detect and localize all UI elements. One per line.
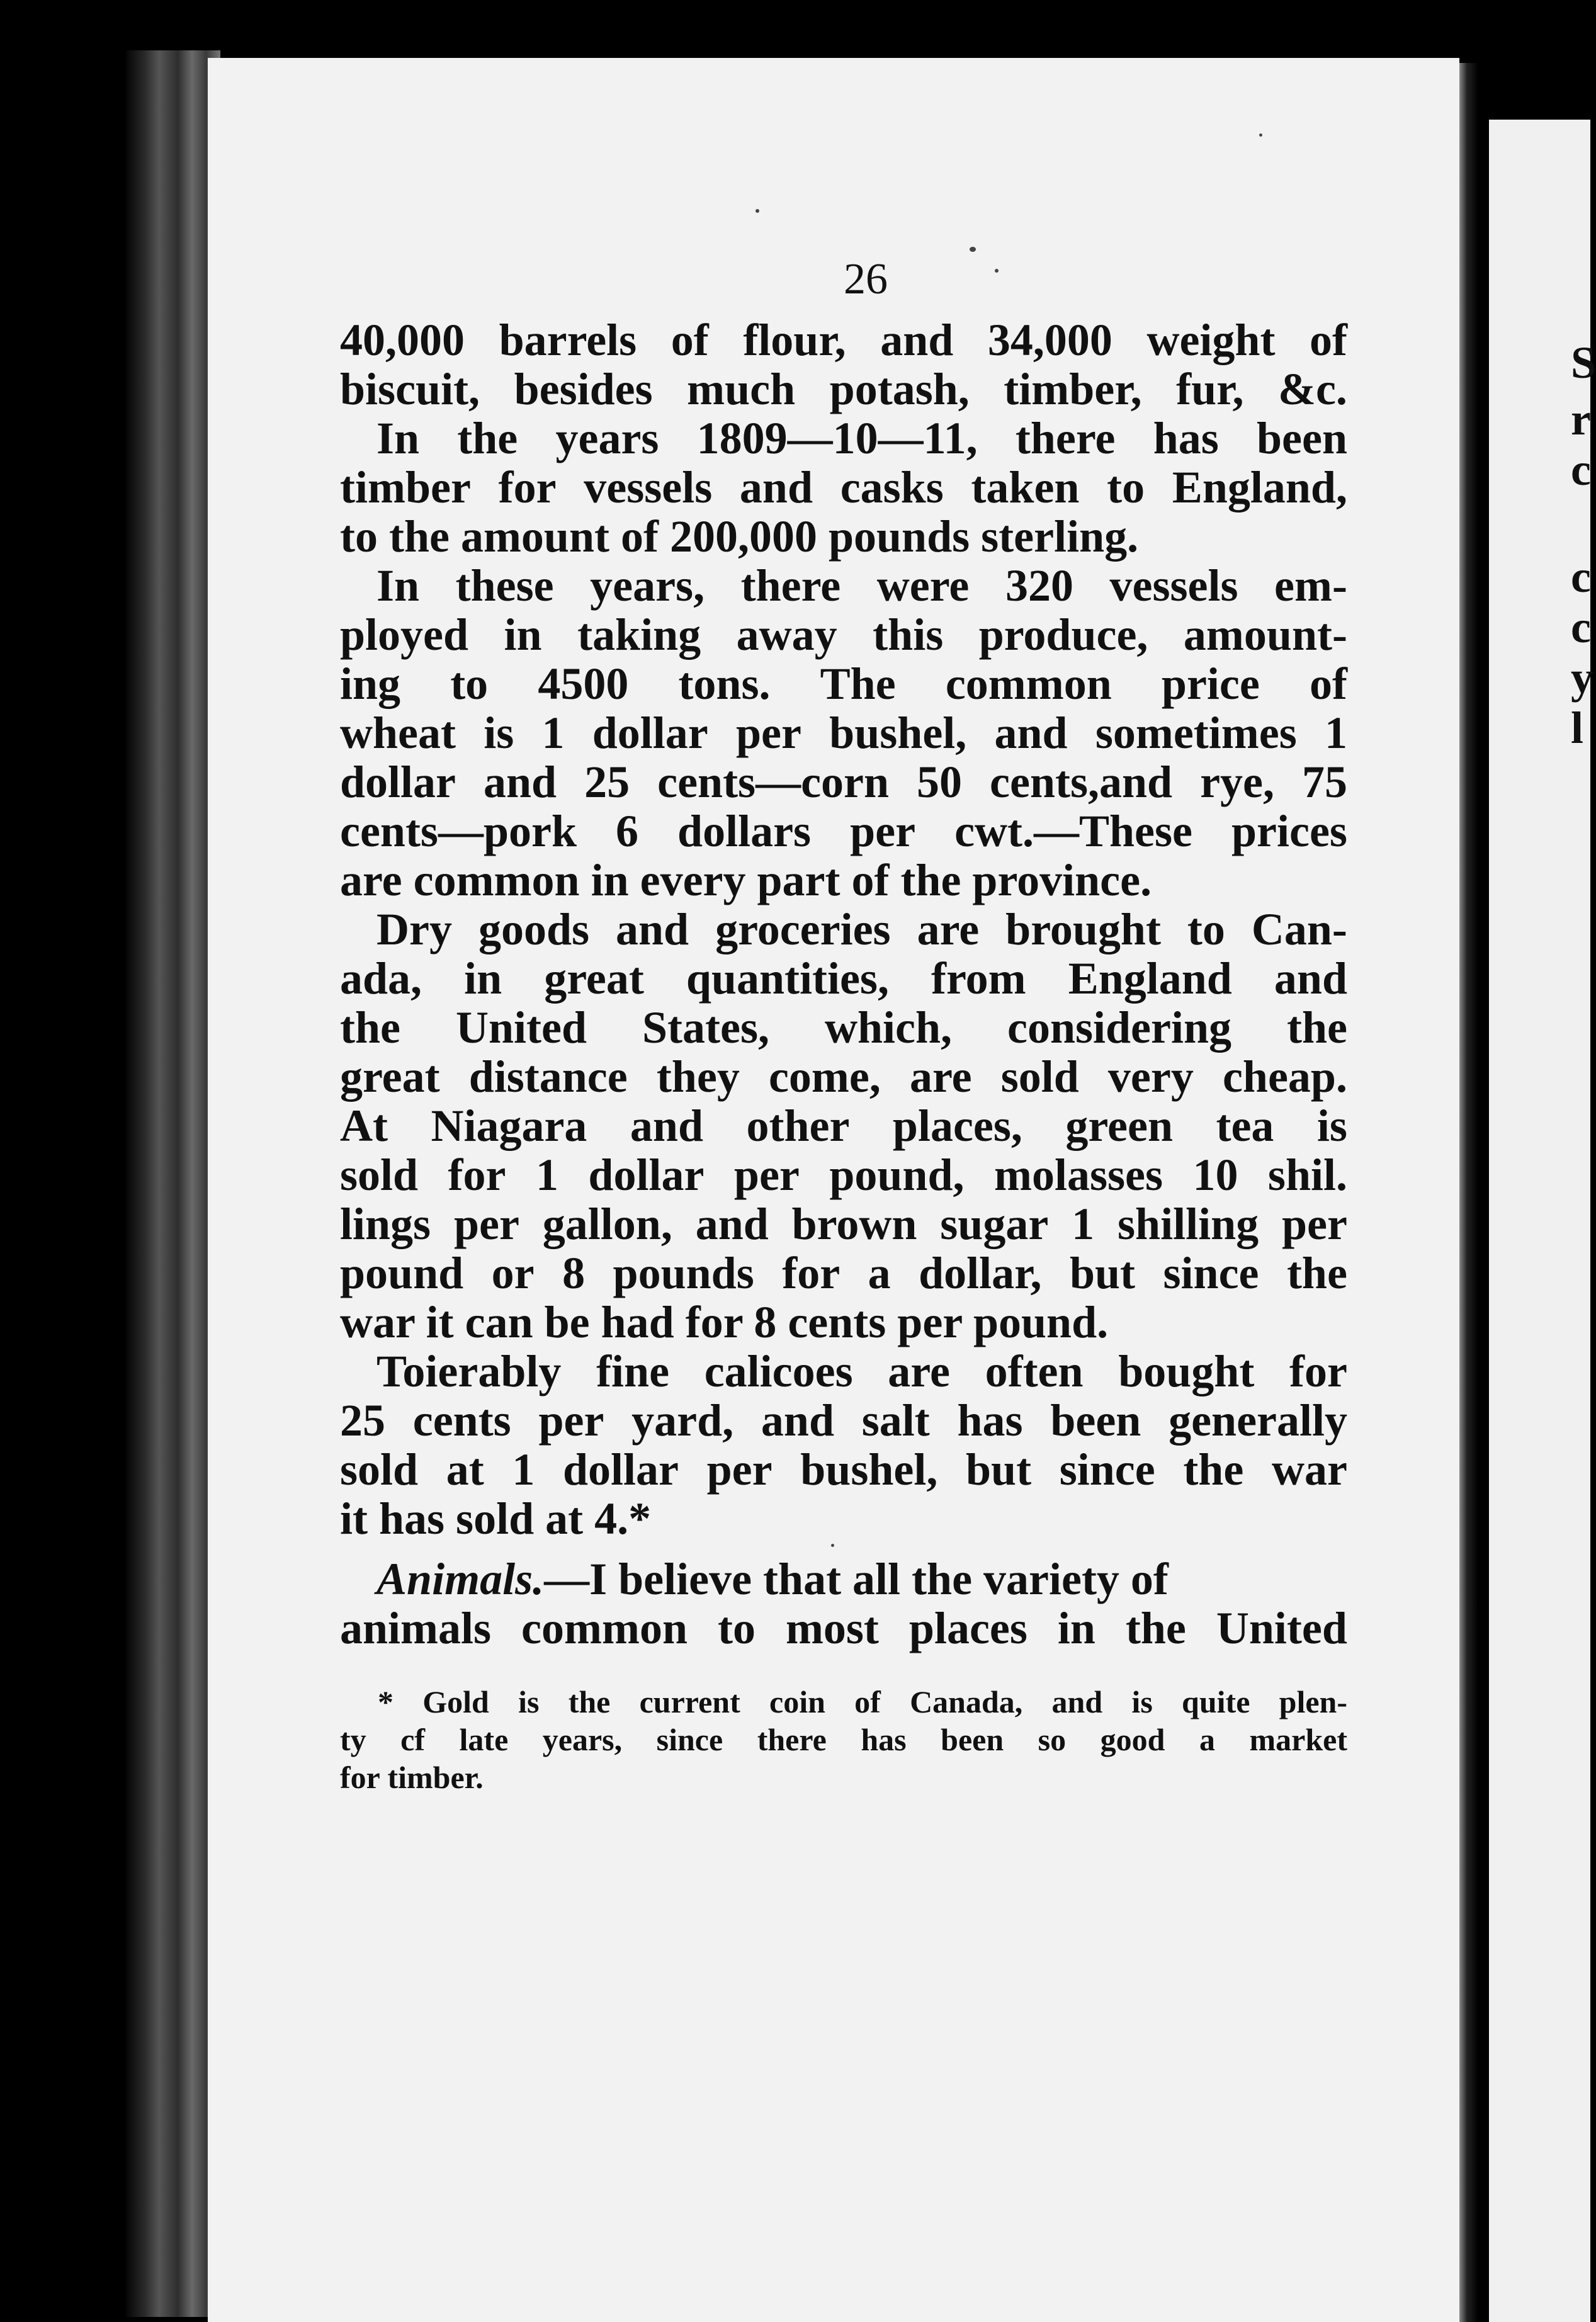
- word: the: [457, 413, 518, 463]
- text-line: [340, 366, 1347, 412]
- word: pounds: [613, 1248, 754, 1298]
- word: common: [945, 659, 1112, 709]
- text-line: [340, 1152, 1347, 1198]
- text-line: [340, 659, 1347, 709]
- word: besides: [514, 364, 653, 414]
- word: in: [464, 953, 502, 1004]
- text-line: [340, 560, 1347, 611]
- word: for: [782, 1248, 840, 1298]
- word: since: [656, 1722, 723, 1757]
- word: is: [1316, 1101, 1347, 1151]
- word: Toierably: [376, 1346, 562, 1396]
- word: there: [757, 1722, 827, 1757]
- word: much: [687, 364, 796, 414]
- word: for: [448, 1150, 506, 1200]
- word: 1809—10—11,: [696, 413, 978, 463]
- word: Canada,: [910, 1684, 1023, 1719]
- word: biscuit,: [340, 364, 480, 414]
- word: pound,: [829, 1150, 965, 1200]
- text-line: [340, 1201, 1347, 1247]
- animals-heading: Animals.: [376, 1554, 545, 1604]
- word: are: [917, 904, 980, 954]
- word: of: [1309, 659, 1347, 709]
- text-line: [340, 759, 1347, 805]
- word: in: [504, 609, 542, 660]
- word: pound: [340, 1248, 464, 1298]
- word: dollar,: [919, 1248, 1042, 1298]
- word: 1: [535, 1150, 558, 1200]
- word: and: [1051, 1684, 1103, 1719]
- text-line: [340, 1051, 1347, 1102]
- word: In: [376, 560, 420, 611]
- word: amount-: [1183, 609, 1347, 660]
- word: sugar: [940, 1199, 1049, 1249]
- word: 1: [541, 708, 565, 758]
- text-line: [340, 317, 1347, 363]
- word: great: [544, 953, 644, 1004]
- word: the: [1287, 1002, 1347, 1053]
- word: vessels: [584, 462, 713, 513]
- word: been: [941, 1722, 1004, 1757]
- word: barrels: [499, 315, 637, 365]
- word: dollar: [592, 708, 708, 758]
- word: and: [484, 757, 557, 807]
- word: or: [491, 1248, 535, 1298]
- word: vessels: [1109, 560, 1238, 611]
- word: Gold: [422, 1684, 489, 1719]
- word: of: [671, 315, 709, 365]
- book-spine: [126, 50, 220, 2317]
- footnote-line: [340, 1724, 1347, 1755]
- word: there: [740, 560, 841, 611]
- word: and: [739, 462, 813, 513]
- word: of: [854, 1684, 881, 1719]
- word: taking: [577, 609, 701, 660]
- word: gallon,: [542, 1199, 672, 1249]
- word: quantities,: [686, 953, 889, 1004]
- word: which,: [824, 1002, 952, 1053]
- text-line: [340, 1444, 1347, 1495]
- facing-page-fragment: c: [1571, 445, 1591, 495]
- word: is: [518, 1684, 540, 1719]
- scan-speck: [970, 247, 976, 252]
- word: cents,and: [990, 757, 1173, 807]
- page-number: 26: [844, 255, 888, 303]
- word: United: [1216, 1603, 1347, 1653]
- word: *: [378, 1684, 393, 1719]
- word: United: [455, 1002, 587, 1053]
- word: 320: [1005, 560, 1073, 611]
- text-line: [340, 808, 1347, 854]
- word: 1: [512, 1444, 535, 1495]
- word: a: [1199, 1722, 1215, 1757]
- word: ployed: [340, 609, 469, 660]
- word: has: [1153, 413, 1219, 463]
- facing-page-fragment: y: [1571, 652, 1593, 703]
- text-line: [340, 1346, 1347, 1396]
- word: current: [639, 1684, 740, 1719]
- word: ada,: [340, 953, 422, 1004]
- word: years: [555, 413, 659, 463]
- word: yard,: [631, 1395, 734, 1446]
- word: the: [1125, 1603, 1186, 1653]
- text-line: [340, 1603, 1347, 1653]
- text-line: it has sold at 4.*: [340, 1493, 652, 1544]
- word: &c.: [1278, 364, 1347, 414]
- word: to: [1107, 462, 1145, 513]
- word: 1: [1072, 1199, 1095, 1249]
- word: are: [909, 1051, 972, 1102]
- word: away: [736, 609, 837, 660]
- word: shil.: [1267, 1150, 1347, 1200]
- word: places: [908, 1603, 1027, 1653]
- word: 50: [917, 757, 963, 807]
- word: years,: [590, 560, 705, 611]
- word: other: [746, 1101, 850, 1151]
- facing-page-fragment: c: [1571, 602, 1591, 652]
- scan-speck: [1259, 133, 1262, 137]
- word: the: [568, 1684, 611, 1719]
- footnote-line: [340, 1686, 1347, 1718]
- word: the: [1183, 1444, 1244, 1495]
- word: dollar: [588, 1150, 705, 1200]
- word: England,: [1172, 462, 1347, 513]
- word: great: [340, 1051, 440, 1102]
- animals-line: [340, 1556, 1347, 1602]
- word: and: [630, 1101, 704, 1151]
- word: these: [455, 560, 554, 611]
- word: a: [868, 1248, 891, 1298]
- word: since: [1163, 1248, 1259, 1298]
- word: war: [1271, 1444, 1347, 1495]
- word: at: [446, 1444, 484, 1495]
- facing-page-fragment: S: [1571, 337, 1596, 388]
- word: tea: [1216, 1101, 1274, 1151]
- animals-line-rest: —I believe that all the variety of: [544, 1554, 1169, 1604]
- text-line: [340, 609, 1347, 660]
- word: cheap.: [1222, 1051, 1347, 1102]
- word: to: [450, 659, 489, 709]
- word: per: [706, 1444, 773, 1495]
- word: 40,000: [340, 315, 465, 365]
- word: for: [498, 462, 557, 513]
- word: green: [1065, 1101, 1174, 1151]
- word: 25: [340, 1395, 385, 1446]
- word: per: [733, 1150, 800, 1200]
- word: since: [1059, 1444, 1155, 1495]
- word: come,: [768, 1051, 881, 1102]
- footnote-line: for timber.: [340, 1760, 484, 1795]
- word: sold: [1000, 1051, 1079, 1102]
- text-line: [340, 710, 1347, 756]
- word: and: [761, 1395, 835, 1446]
- text-line: [340, 413, 1347, 463]
- word: timber,: [1004, 364, 1142, 414]
- word: ing: [340, 659, 401, 709]
- word: States,: [642, 1002, 769, 1053]
- word: potash,: [829, 364, 970, 414]
- word: 8: [562, 1248, 586, 1298]
- word: calicoes: [704, 1346, 853, 1396]
- word: weight: [1146, 315, 1276, 365]
- word: salt: [861, 1395, 930, 1446]
- word: and: [615, 904, 689, 954]
- word: cwt.—These: [954, 806, 1192, 856]
- word: produce,: [978, 609, 1148, 660]
- word: dollar: [340, 757, 456, 807]
- word: ty: [340, 1722, 366, 1757]
- word: per: [453, 1199, 519, 1249]
- word: good: [1100, 1722, 1165, 1757]
- word: considering: [1007, 1002, 1232, 1053]
- word: per: [538, 1395, 604, 1446]
- word: this: [873, 609, 944, 660]
- word: in: [1057, 1603, 1095, 1653]
- word: is: [1131, 1684, 1153, 1719]
- word: cents—pork: [340, 806, 577, 856]
- word: 6: [616, 806, 639, 856]
- word: fur,: [1176, 364, 1244, 414]
- word: there: [1015, 413, 1116, 463]
- word: market: [1249, 1722, 1347, 1757]
- word: but: [966, 1444, 1032, 1495]
- word: sold: [340, 1444, 419, 1495]
- word: were: [876, 560, 970, 611]
- word: In: [376, 413, 420, 463]
- text-line: to the amount of 200,000 pounds sterling.: [340, 511, 1139, 562]
- word: to: [1187, 904, 1225, 954]
- word: from: [931, 953, 1026, 1004]
- word: tons.: [678, 659, 771, 709]
- word: generally: [1169, 1395, 1347, 1446]
- word: distance: [468, 1051, 628, 1102]
- word: sometimes: [1095, 708, 1297, 758]
- word: bought: [1118, 1346, 1255, 1396]
- word: per: [735, 708, 801, 758]
- word: common: [521, 1603, 688, 1653]
- text-line: [340, 953, 1347, 1004]
- word: and: [880, 315, 954, 365]
- word: has: [861, 1722, 907, 1757]
- word: rye,: [1200, 757, 1274, 807]
- word: groceries: [715, 904, 891, 954]
- word: been: [1256, 413, 1347, 463]
- word: casks: [840, 462, 944, 513]
- word: brought: [1005, 904, 1161, 954]
- word: England: [1068, 953, 1232, 1004]
- word: price: [1161, 659, 1260, 709]
- word: plen-: [1279, 1684, 1347, 1719]
- word: but: [1069, 1248, 1136, 1298]
- word: bushel,: [800, 1444, 938, 1495]
- word: of: [1310, 315, 1347, 365]
- word: per: [850, 806, 916, 856]
- word: dollar: [562, 1444, 679, 1495]
- word: Can-: [1251, 904, 1347, 954]
- word: so: [1038, 1722, 1067, 1757]
- word: 4500: [538, 659, 629, 709]
- word: Dry: [376, 904, 452, 954]
- word: is: [484, 708, 514, 758]
- word: timber: [340, 462, 471, 513]
- word: the: [340, 1002, 400, 1053]
- word: goods: [478, 904, 589, 954]
- word: dollars: [677, 806, 812, 856]
- text-line: [340, 1002, 1347, 1053]
- word: wheat: [340, 708, 456, 758]
- word: sold: [340, 1150, 419, 1200]
- text-line: [340, 1250, 1347, 1296]
- word: shilling: [1118, 1199, 1259, 1249]
- word: they: [656, 1051, 740, 1102]
- word: and: [994, 708, 1068, 758]
- word: and: [1274, 953, 1347, 1004]
- word: 25: [584, 757, 630, 807]
- word: 10: [1192, 1150, 1238, 1200]
- scan-speck: [831, 1544, 834, 1547]
- facing-page-fragment: c: [1571, 552, 1591, 602]
- word: to: [717, 1603, 756, 1653]
- word: cents—corn: [657, 757, 890, 807]
- word: years,: [542, 1722, 623, 1757]
- word: often: [985, 1346, 1084, 1396]
- text-line: [340, 462, 1347, 513]
- word: 1: [1324, 708, 1347, 758]
- word: The: [820, 659, 896, 709]
- text-line: war it can be had for 8 cents per pound.: [340, 1297, 1109, 1347]
- word: fine: [596, 1346, 670, 1396]
- text-line: [340, 1101, 1347, 1151]
- word: been: [1050, 1395, 1141, 1446]
- text-line: [340, 1395, 1347, 1446]
- word: for: [1289, 1346, 1347, 1396]
- word: very: [1107, 1051, 1194, 1102]
- word: late: [459, 1722, 509, 1757]
- word: coin: [769, 1684, 825, 1719]
- word: em-: [1274, 560, 1347, 611]
- word: and: [695, 1199, 769, 1249]
- word: brown: [791, 1199, 917, 1249]
- word: cents: [412, 1395, 511, 1446]
- facing-page-fragment: l: [1571, 703, 1584, 753]
- facing-page-fragment: r: [1571, 394, 1591, 445]
- word: taken: [971, 462, 1080, 513]
- word: most: [785, 1603, 879, 1653]
- word: bushel,: [829, 708, 967, 758]
- word: 34,000: [987, 315, 1112, 365]
- word: lings: [340, 1199, 431, 1249]
- word: cf: [400, 1722, 426, 1757]
- word: quite: [1182, 1684, 1250, 1719]
- word: molasses: [993, 1150, 1163, 1200]
- word: animals: [340, 1603, 492, 1653]
- word: 75: [1302, 757, 1347, 807]
- text-line: are common in every part of the province.: [340, 855, 1152, 905]
- word: Niagara: [431, 1101, 587, 1151]
- page-gutter: [1459, 63, 1478, 2322]
- word: are: [888, 1346, 950, 1396]
- text-line: [340, 904, 1347, 954]
- word: At: [340, 1101, 388, 1151]
- left-page: [208, 58, 1459, 2322]
- scan-speck: [995, 269, 999, 273]
- scan-speck: [756, 209, 759, 213]
- word: prices: [1231, 806, 1347, 856]
- word: places,: [892, 1101, 1022, 1151]
- word: the: [1286, 1248, 1347, 1298]
- word: has: [957, 1395, 1023, 1446]
- word: per: [1281, 1199, 1347, 1249]
- word: flour,: [743, 315, 846, 365]
